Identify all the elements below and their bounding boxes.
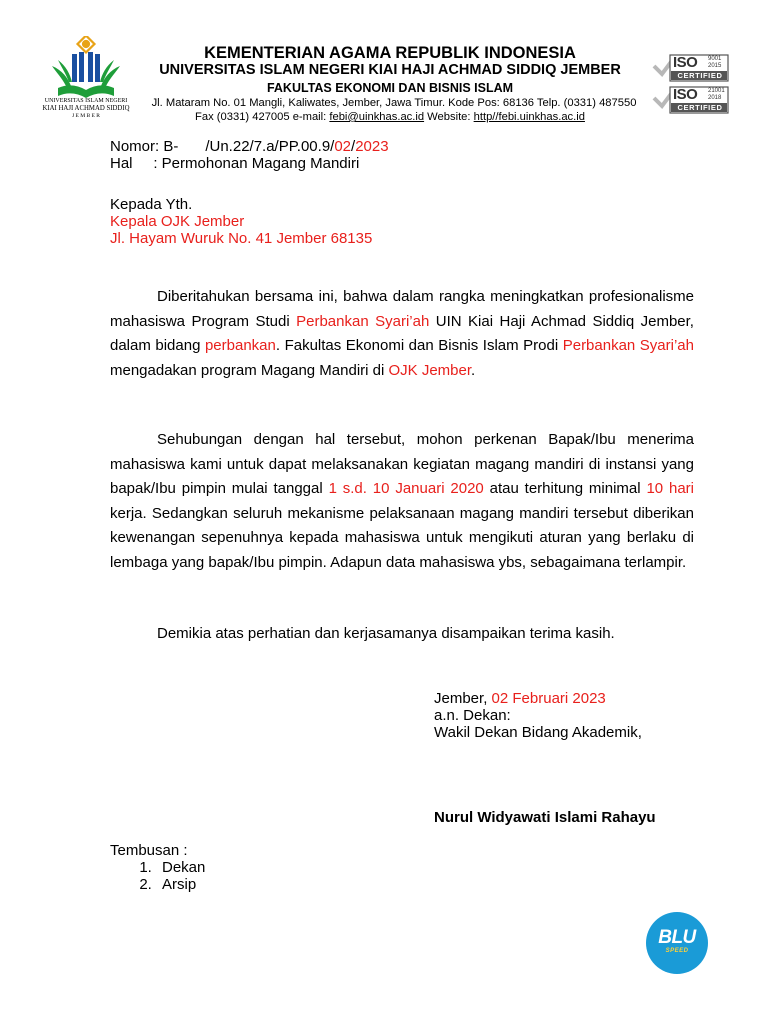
signatory-position: Wakil Dekan Bidang Akademik, (434, 724, 642, 741)
address-line: Jl. Mataram No. 01 Mangli, Kaliwates, Jember, Jawa Timur. Kode Pos: 68136 Telp. (0331) 487550 (151, 97, 637, 109)
university-title: UNIVERSITAS ISLAM NEGERI KIAI HAJI ACHMAD SIDDIQ JEMBER (159, 62, 621, 78)
iso-badge-9001: ISO 9001 2015 CERTIFIED (652, 54, 730, 82)
letter-subject: Hal : Permohonan Magang Mandiri (110, 155, 360, 172)
letterhead (130, 44, 650, 124)
place-date: Jember, 02 Februari 2023 (434, 690, 606, 707)
university-logo (44, 36, 128, 120)
letter-number: Nomor: B- /Un.22/7.a/PP.00.9/02/2023 (110, 138, 389, 155)
blu-speed-logo: BLU SPEED (646, 912, 708, 974)
addressee-greeting: Kepada Yth. (110, 196, 193, 213)
cc-list (110, 859, 205, 893)
cc-label: Tembusan : (110, 842, 188, 859)
recipient-address: Jl. Hayam Wuruk No. 41 Jember 68135 (110, 230, 373, 247)
signatory-name: Nurul Widyawati Islami Rahayu (434, 809, 656, 826)
iso-badge-21001: ISO 21001 2018 CERTIFIED (652, 86, 730, 114)
website-link[interactable]: http//febi.uinkhas.ac.id (473, 111, 585, 123)
on-behalf-of: a.n. Dekan: (434, 707, 511, 724)
ministry-title: KEMENTERIAN AGAMA REPUBLIK INDONESIA (204, 44, 576, 62)
contact-line: Fax (0331) 427005 e-mail: febi@uinkhas.ac.id Website: http//febi.uinkhas.ac.id (195, 111, 585, 123)
email-link[interactable]: febi@uinkhas.ac.id (329, 111, 425, 123)
logo-caption: UNIVERSITAS ISLAM NEGERI KIAI HAJI ACHMAD SIDDIQ J E M B E R (42, 98, 130, 119)
paragraph-request: Sehubungan dengan hal tersebut, mohon perkenan Bapak/Ibu menerima mahasiswa kami untuk dapat melaksanakan kegiatan magang mandiri di instansi yang bapak/Ibu pimpin mulai tanggal 1 s.d. 10 Januari 2020 atau terhitung minimal 10 hari kerja. Sedangkan seluruh mekanisme pelaksanaan magang mandiri tersebut diberikan kewenangan sepenuhnya kepada mahasiswa untuk mengikuti aturan yang berlaku di lembaga yang bapak/Ibu pimpin. Adapun data mahasiswa ybs, sebagaimana terlampir. (110, 431, 694, 571)
cc-item: 2. Arsip (156, 876, 205, 893)
cc-item: 1. Dekan (156, 859, 205, 876)
faculty-title: FAKULTAS EKONOMI DAN BISNIS ISLAM (266, 81, 514, 95)
paragraph-intro: Diberitahukan bersama ini, bahwa dalam rangka meningkatkan profesionalisme mahasiswa Program Studi Perbankan Syari’ah UIN Kiai Haji Achmad Siddiq Jember, dalam bidang perbankan. Fakultas Ekonomi dan Bisnis Islam Prodi Perbankan Syari’ah mengadakan program Magang Mandiri di OJK Jember. (110, 288, 694, 379)
paragraph-closing: Demikia atas perhatian dan kerjasamanya disampaikan terima kasih. (157, 625, 615, 642)
recipient-name: Kepala OJK Jember (110, 213, 245, 230)
